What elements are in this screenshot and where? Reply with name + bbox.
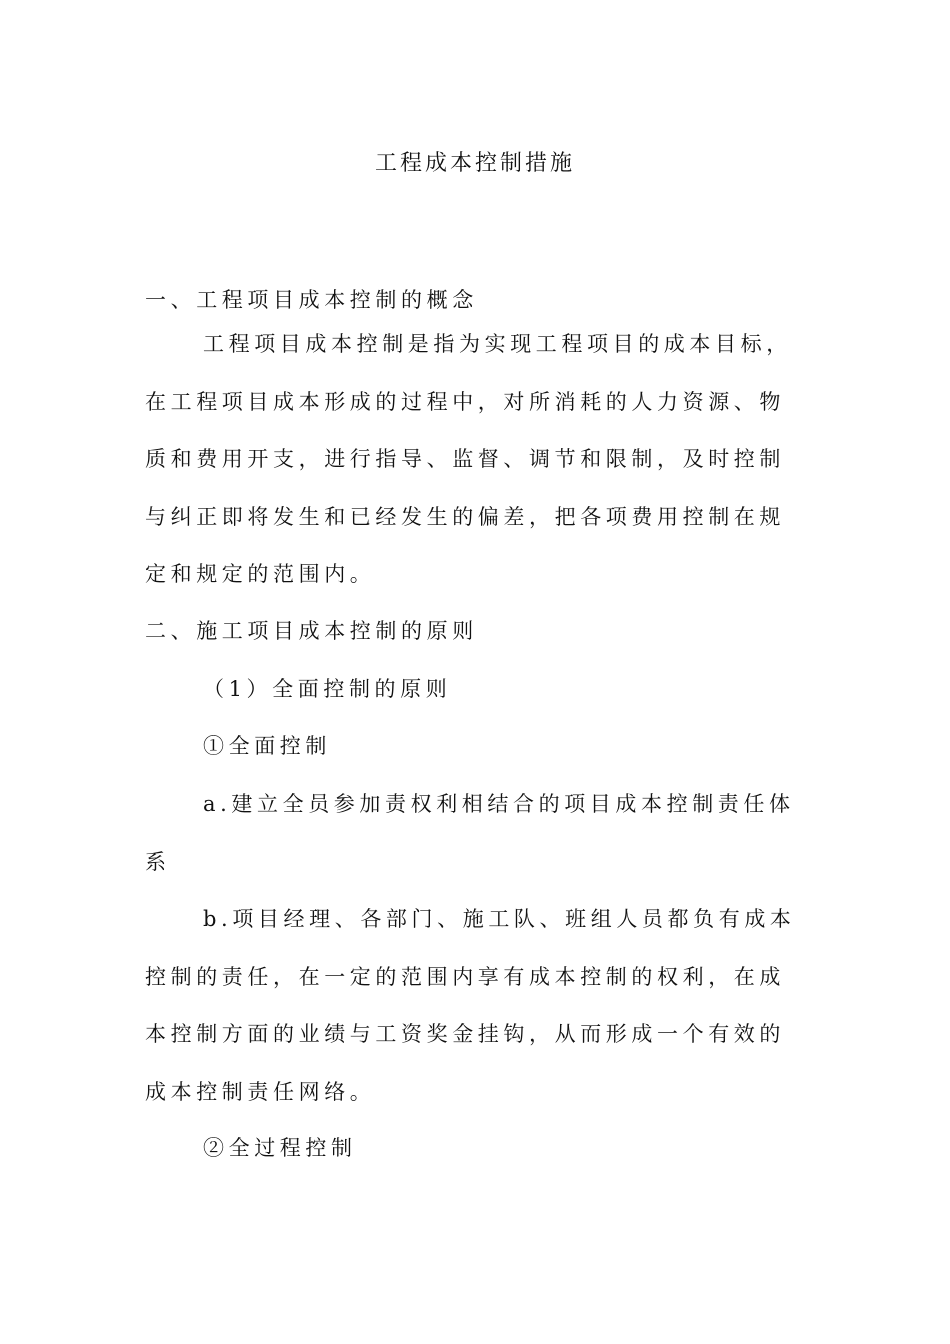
section-1-heading: 一、工程项目成本控制的概念	[145, 288, 478, 312]
section-2-heading: 二、施工项目成本控制的原则	[145, 619, 478, 643]
section-2-subheading: （1）全面控制的原则	[203, 677, 452, 701]
item-full-control: ①全面控制	[203, 734, 331, 758]
document-title: 工程成本控制措施	[374, 151, 575, 176]
item-full-control-b: b.项目经理、各部门、施工队、班组人员都负有成本控制的责任，在一定的范围内享有成本控制的权利，在成本控制方面的业绩与工资奖金挂钩，从而形成一个有效的成本控制责任网络。	[145, 907, 796, 1104]
item-full-control-a: a.建立全员参加责权利相结合的项目成本控制责任体系	[145, 792, 795, 874]
item-whole-process-control: ②全过程控制	[203, 1136, 357, 1160]
section-1-paragraph: 工程项目成本控制是指为实现工程项目的成本目标，在工程项目成本形成的过程中，对所消耗的人力资源、物质和费用开支，进行指导、监督、调节和限制，及时控制与纠正即将发生和已经发生的偏差，把各项费用控制在规定和规定的范围内。	[145, 332, 792, 586]
